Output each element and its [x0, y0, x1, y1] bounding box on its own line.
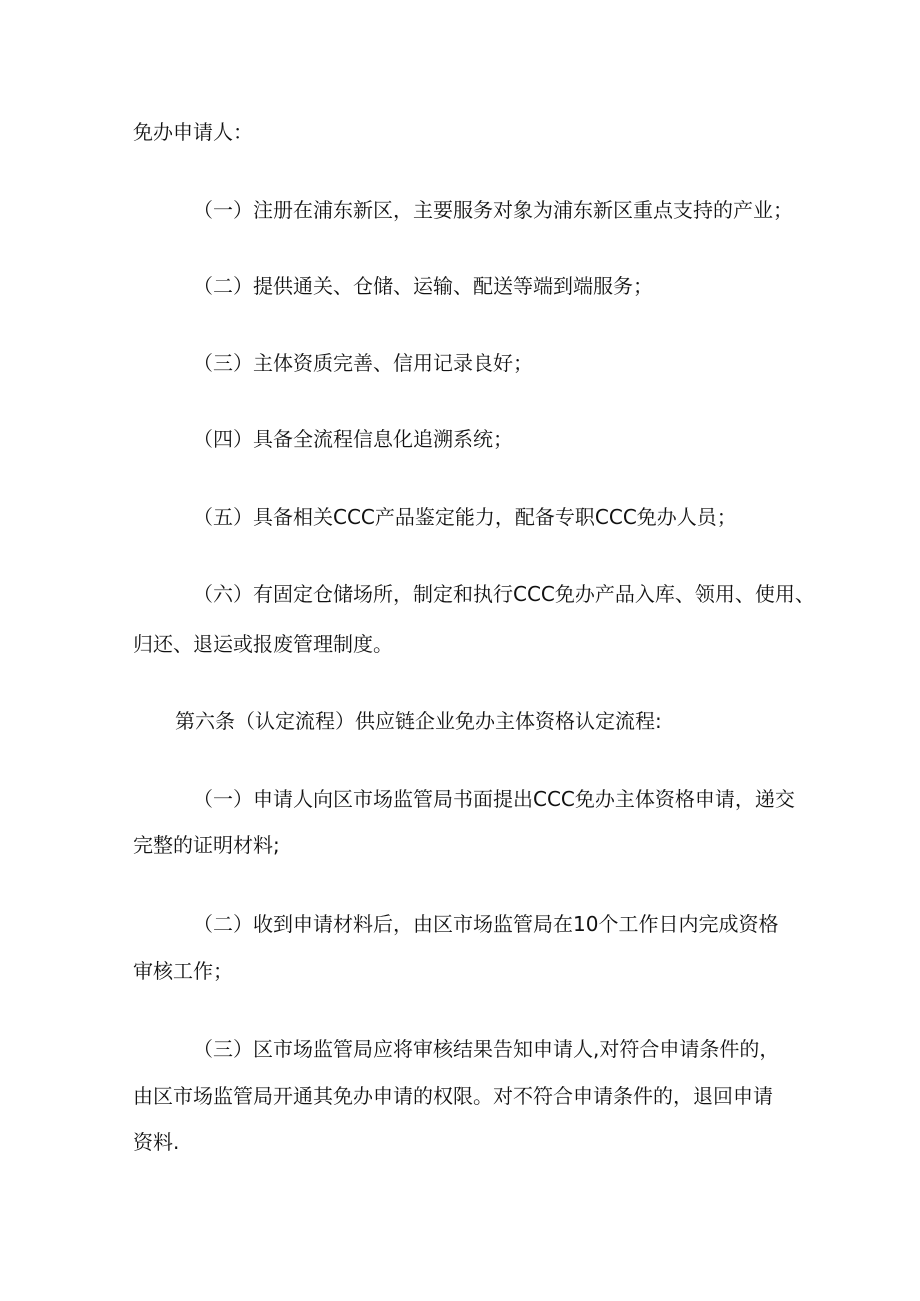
procedure-item-1-line-2: 完整的证明材料; — [133, 833, 280, 857]
condition-item-6-line-1: （六）有固定仓储场所，制定和执行CCC免办产品入库、领用、使用、 — [193, 582, 815, 606]
procedure-item-3-line-1: （三）区市场监管局应将审核结果告知申请人,对符合申请条件的， — [193, 1037, 780, 1061]
procedure-item-3-line-3: 资料. — [133, 1130, 180, 1154]
procedure-item-2-line-1: （二）收到申请材料后，由区市场监管局在10个工作日内完成资格 — [193, 912, 779, 936]
condition-item-5: （五）具备相关CCC产品鉴定能力，配备专职CCC免办人员； — [193, 505, 737, 529]
condition-item-1: （一）注册在浦东新区，主要服务对象为浦东新区重点支持的产业； — [193, 198, 793, 222]
intro-text: 免办申请人： — [133, 120, 253, 144]
condition-item-4: （四）具备全流程信息化追溯系统； — [193, 427, 513, 451]
condition-item-2: （二）提供通关、仓储、运输、配送等端到端服务； — [193, 274, 653, 298]
procedure-item-3-line-2: 由区市场监管局开通其免办申请的权限。对不符合申请条件的，退回申请 — [133, 1084, 773, 1108]
procedure-item-1-line-1: （一）申请人向区市场监管局书面提出CCC免办主体资格申请，递交 — [193, 787, 795, 811]
article-6-heading: 第六条（认定流程）供应链企业免办主体资格认定流程: — [175, 709, 662, 733]
condition-item-3: （三）主体资质完善、信用记录良好； — [193, 351, 533, 375]
condition-item-6-line-2: 归还、退运或报废管理制度。 — [133, 632, 393, 656]
procedure-item-2-line-2: 审核工作； — [133, 959, 233, 983]
